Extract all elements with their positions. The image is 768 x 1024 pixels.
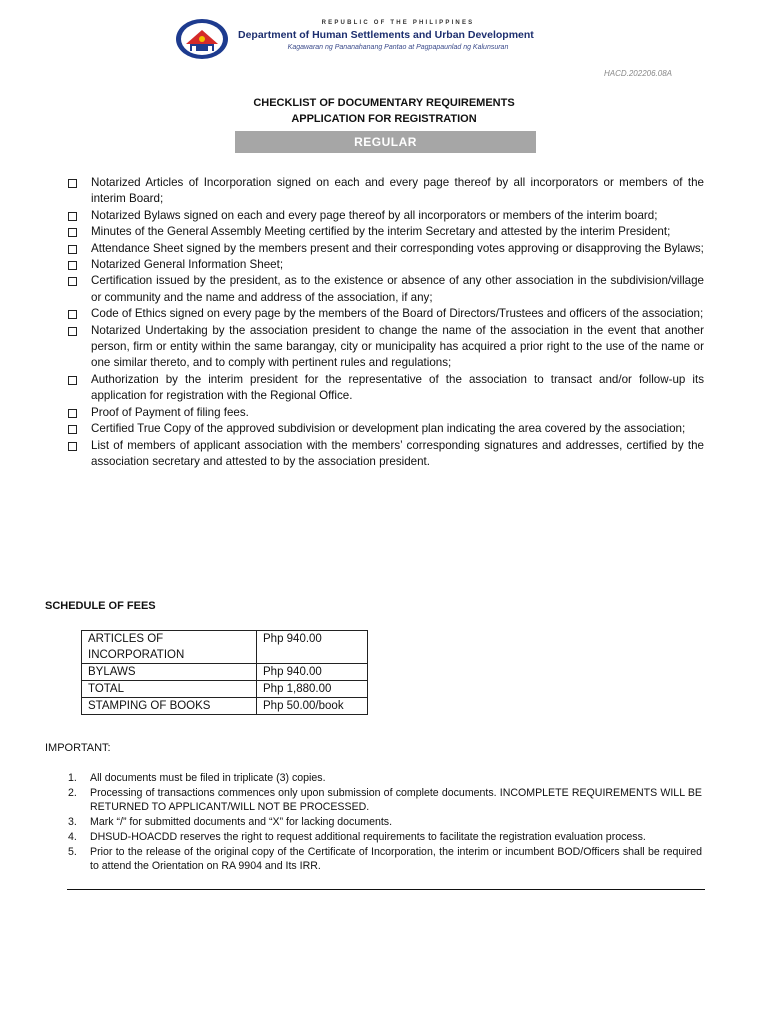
letterhead <box>172 16 552 60</box>
page-title: CHECKLIST OF DOCUMENTARY REQUIREMENTS <box>253 97 515 109</box>
checkbox[interactable] <box>68 310 77 319</box>
page-subtitle: APPLICATION FOR REGISTRATION <box>291 113 477 125</box>
requirement-text: Minutes of the General Assembly Meeting certified by the interim Secretary and attested by the interim President; <box>91 225 671 239</box>
checklist-item <box>68 208 704 224</box>
note-item <box>68 815 702 830</box>
note-text: All documents must be filed in triplicate (3) copies. <box>90 772 326 784</box>
requirement-text: Notarized Articles of Incorporation signed on each and every page thereof by all incorporators or members of the interim Board; <box>91 176 704 206</box>
fee-row <box>82 631 368 664</box>
checkbox[interactable] <box>68 327 77 336</box>
checklist-item <box>68 438 704 471</box>
requirement-text: Proof of Payment of filing fees. <box>91 405 249 419</box>
requirement-text: Certified True Copy of the approved subdivision or development plan indicating the area covered by the association; <box>91 422 686 436</box>
checkbox[interactable] <box>68 376 77 385</box>
note-item <box>68 771 702 786</box>
requirement-text: Notarized Bylaws signed on each and every page thereof by all incorporators or members of the interim board; <box>91 208 658 222</box>
republic-label: REPUBLIC OF THE PHILIPPINES <box>321 20 475 26</box>
checkbox[interactable] <box>68 409 77 418</box>
note-number: 2. <box>68 786 77 799</box>
bottom-rule <box>67 889 705 890</box>
dhsud-seal-icon <box>175 18 229 60</box>
fee-item: BYLAWS <box>82 664 257 681</box>
requirement-text: Code of Ethics signed on every page by the members of the Board of Directors/Trustees and officers of the association; <box>91 307 704 321</box>
checklist-item <box>68 273 704 306</box>
checklist-item <box>68 241 704 257</box>
checkbox[interactable] <box>68 277 77 286</box>
checkbox[interactable] <box>68 179 77 188</box>
fees-table <box>81 630 368 715</box>
checkbox[interactable] <box>68 245 77 254</box>
fee-amount: Php 940.00 <box>257 664 368 681</box>
fees-heading: SCHEDULE OF FEES <box>45 600 156 612</box>
fee-amount: Php 940.00 <box>257 631 368 664</box>
note-text: Prior to the release of the original copy of the Certificate of Incorporation, the interim or incumbent BOD/Officers shall be required to attend the Orientation on RA 9904 and Its IRR. <box>90 845 702 873</box>
checklist-item <box>68 257 704 273</box>
fee-item: STAMPING OF BOOKS <box>82 698 257 715</box>
note-number: 3. <box>68 816 77 829</box>
note-number: 5. <box>68 845 77 858</box>
requirement-text: Notarized General Information Sheet; <box>91 258 284 272</box>
department-tagline: Kagawaran ng Pananahanang Pantao at Pagpapaunlad ng Kalunsuran <box>287 44 509 51</box>
checklist-item <box>68 421 704 437</box>
checklist-item <box>68 175 704 208</box>
checklist-item <box>68 372 704 405</box>
note-text: Mark “/” for submitted documents and “X” for lacking documents. <box>90 816 393 829</box>
note-item <box>68 830 702 845</box>
important-notes <box>68 771 702 874</box>
category-banner: REGULAR <box>235 131 536 153</box>
checkbox[interactable] <box>68 425 77 434</box>
checkbox[interactable] <box>68 212 77 221</box>
letterhead-text <box>238 20 558 51</box>
note-text: DHSUD-HOACDD reserves the right to request additional requirements to facilitate the registration evaluation process. <box>90 830 646 843</box>
requirements-checklist <box>68 175 704 470</box>
requirement-text: Certification issued by the president, as to the existence or absence of any other association in the subdivision/village or community and the name and address of the association, if any; <box>91 274 704 304</box>
checklist-item <box>68 306 704 322</box>
note-text: Processing of transactions commences only upon submission of complete documents. INCOMPLETE REQUIREMENTS WILL BE RETURNED TO APPLICANT/WILL NOT BE PROCESSED. <box>90 786 702 814</box>
checklist-item <box>68 224 704 240</box>
requirement-text: Attendance Sheet signed by the members present and their corresponding votes approving or disapproving the Bylaws; <box>91 241 704 255</box>
fee-item: ARTICLES OF INCORPORATION <box>82 631 257 664</box>
note-item <box>68 845 702 874</box>
department-name: Department of Human Settlements and Urban Development <box>238 29 534 41</box>
document-code: HACD.202206.08A <box>603 69 672 78</box>
checkbox[interactable] <box>68 442 77 451</box>
checkbox[interactable] <box>68 228 77 237</box>
checkbox[interactable] <box>68 261 77 270</box>
note-item <box>68 786 702 815</box>
requirement-text: Notarized Undertaking by the association president to change the name of the association in the event that another person, firm or entity within the same barangay, city or municipality has acquired a prior right to the use of the name or one similar thereto, and to comply with pertinent rules and regulations; <box>91 323 704 370</box>
important-heading: IMPORTANT: <box>45 742 111 754</box>
note-number: 1. <box>68 772 77 784</box>
checklist-item <box>68 405 704 421</box>
fee-amount: Php 1,880.00 <box>257 681 368 698</box>
fee-row <box>82 681 368 698</box>
note-number: 4. <box>68 830 77 843</box>
requirement-text: List of members of applicant association with the members’ corresponding signatures and addresses, certified by the association secretary and attested to by the association president. <box>91 438 704 468</box>
checklist-item <box>68 323 704 372</box>
fee-row <box>82 664 368 681</box>
fee-row <box>82 698 368 715</box>
requirement-text: Authorization by the interim president for the representative of the association to transact and/or follow-up its application for registration with the Regional Office. <box>91 372 704 403</box>
fee-amount: Php 50.00/book <box>257 698 368 715</box>
fee-item: TOTAL <box>82 681 257 698</box>
